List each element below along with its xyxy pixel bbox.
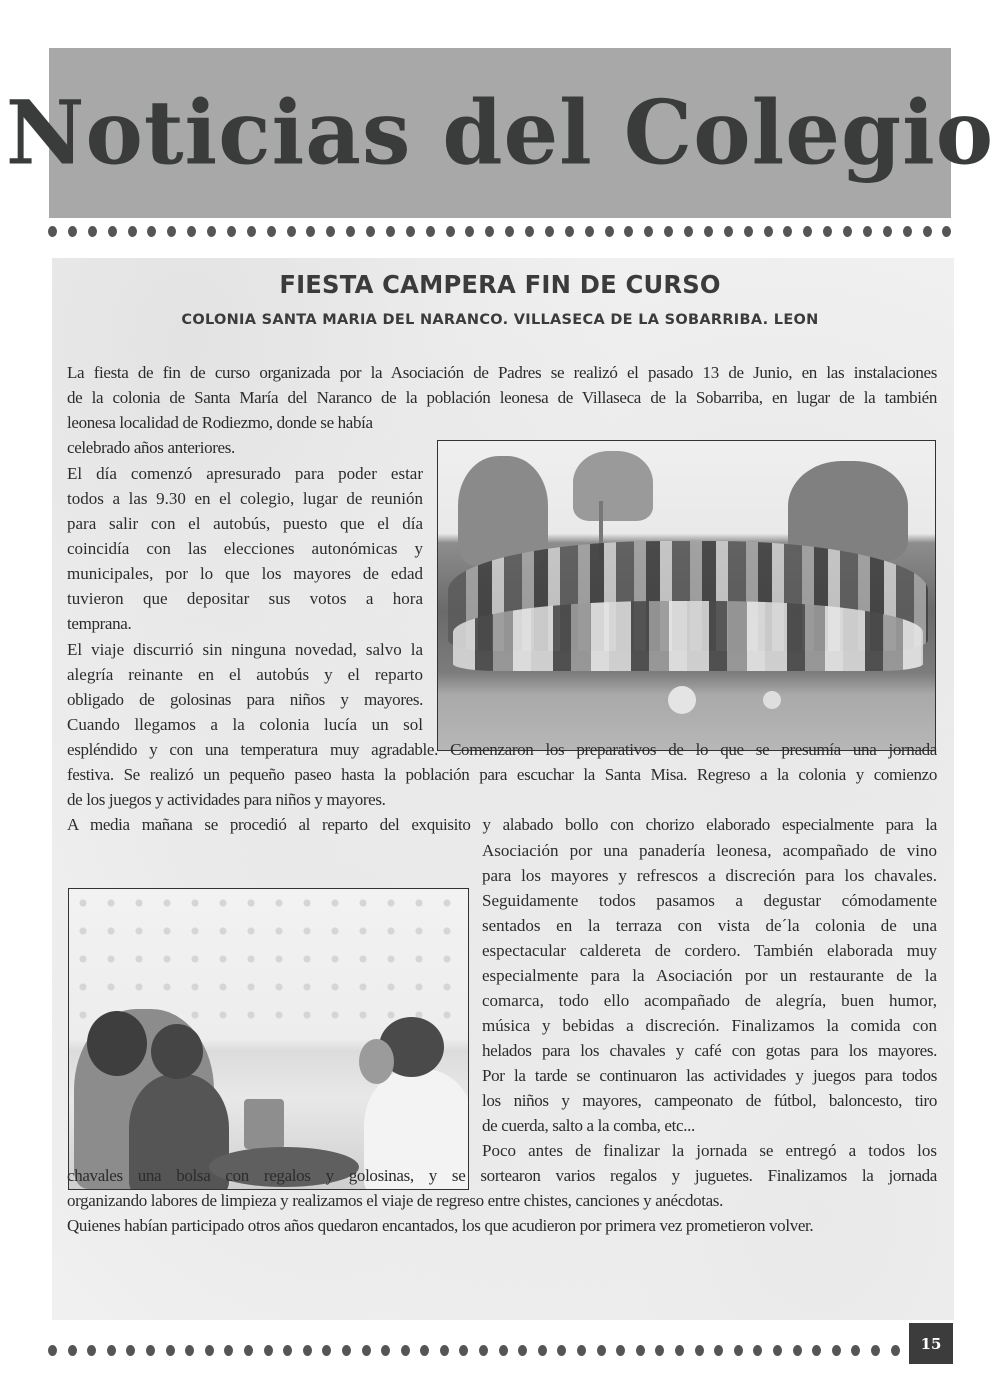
- article-text-line: festiva. Se realizó un pequeño paseo hasta la población para escuchar la Santa Misa. Regreso a la colonia y comienzo: [67, 765, 937, 784]
- dot-ornament: [597, 1345, 606, 1356]
- dot-ornament: [675, 1345, 684, 1356]
- dot-ornament: [499, 1345, 508, 1356]
- dot-ornament: [126, 1345, 135, 1356]
- article-text-line: de la colonia de Santa María del Naranco de la población leonesa de Villaseca de la Sobarriba, en lugar de la también: [67, 388, 937, 407]
- dot-ornament: [207, 226, 216, 237]
- dot-ornament: [68, 1345, 77, 1356]
- dot-ornament: [386, 226, 395, 237]
- dot-ornament: [322, 1345, 331, 1356]
- dot-ornament: [306, 226, 315, 237]
- article-text-line: sentados en la terraza con vista de´la colonia de una: [482, 916, 937, 935]
- dot-ornament: [724, 226, 733, 237]
- article-text-line: El viaje discurrió sin ninguna novedad, salvo la: [67, 640, 423, 659]
- dot-ornament: [644, 226, 653, 237]
- dot-ornament: [577, 1345, 586, 1356]
- dot-ornament: [695, 1345, 704, 1356]
- article-text-line: leonesa localidad de Rodiezmo, donde se había: [67, 413, 373, 432]
- dot-ornament: [287, 226, 296, 237]
- dot-ornament: [744, 226, 753, 237]
- dot-ornament: [185, 1345, 194, 1356]
- section-title: Noticias del Colegio: [5, 81, 995, 185]
- dot-ornament: [518, 1345, 527, 1356]
- article-text-line: Asociación por una panadería leonesa, acompañado de vino: [482, 841, 937, 860]
- dotted-divider-top: [48, 225, 952, 237]
- dot-ornament: [48, 1345, 57, 1356]
- dot-ornament: [205, 1345, 214, 1356]
- dot-ornament: [406, 226, 415, 237]
- article-title: FIESTA CAMPERA FIN DE CURSO: [279, 270, 721, 299]
- dot-ornament: [843, 226, 852, 237]
- dot-ornament: [851, 1345, 860, 1356]
- dot-ornament: [655, 1345, 664, 1356]
- article-text-line: Por la tarde se continuaron las actividades y juegos para todos: [482, 1066, 937, 1085]
- dot-ornament: [426, 226, 435, 237]
- dot-ornament: [812, 1345, 821, 1356]
- dot-ornament: [303, 1345, 312, 1356]
- dot-ornament: [773, 1345, 782, 1356]
- dot-ornament: [863, 226, 872, 237]
- dot-ornament: [420, 1345, 429, 1356]
- header-banner: [5, 48, 995, 218]
- article-text-line: espectacular caldereta de cordero. También elaborada muy: [482, 941, 937, 960]
- article-text-line: Cuando llegamos a la colonia lucía un sol: [67, 715, 423, 734]
- dot-ornament: [401, 1345, 410, 1356]
- article-text-line: alegría reinante en el autobús y el reparto: [67, 665, 423, 684]
- dot-ornament: [565, 226, 574, 237]
- dot-ornament: [714, 1345, 723, 1356]
- dot-ornament: [326, 226, 335, 237]
- article-text-line: para los mayores y refrescos a discreción para los chavales.: [482, 866, 937, 885]
- article-text-line: de cuerda, salto a la comba, etc...: [482, 1116, 695, 1135]
- article-text-line: todos a las 9.30 en el colegio, lugar de reunión: [67, 489, 423, 508]
- dot-ornament: [346, 226, 355, 237]
- article-text-line: comarca, todo ello acompañado de alegría, buen humor,: [482, 991, 937, 1010]
- dot-ornament: [764, 226, 773, 237]
- article-subtitle: COLONIA SANTA MARIA DEL NARANCO. VILLASECA DE LA SOBARRIBA. LEON: [181, 312, 819, 328]
- article-text-line: música y bebidas a discreción. Finalizamos la comida con: [482, 1016, 937, 1035]
- article-text-line: para salir con el autobús, puesto que el día: [67, 514, 423, 533]
- article-text-line: helados para los chavales y café con gotas para los mayores.: [482, 1041, 937, 1060]
- dot-ornament: [224, 1345, 233, 1356]
- article-text-line: Quienes habían participado otros años quedaron encantados, los que acudieron por primera vez prometieron volver.: [67, 1216, 814, 1235]
- dot-ornament: [167, 226, 176, 237]
- dot-ornament: [267, 226, 276, 237]
- dot-ornament: [244, 1345, 253, 1356]
- dot-ornament: [624, 226, 633, 237]
- dot-ornament: [605, 226, 614, 237]
- dot-ornament: [883, 226, 892, 237]
- dot-ornament: [538, 1345, 547, 1356]
- dot-ornament: [87, 1345, 96, 1356]
- dot-ornament: [871, 1345, 880, 1356]
- dot-ornament: [247, 226, 256, 237]
- dot-ornament: [545, 226, 554, 237]
- article-text-line: obligado de golosinas para niños y mayores.: [67, 690, 423, 709]
- article-text-line: especialmente para la Asociación por un restaurante de la: [482, 966, 937, 985]
- dot-ornament: [832, 1345, 841, 1356]
- dot-ornament: [227, 226, 236, 237]
- dot-ornament: [783, 226, 792, 237]
- dot-ornament: [107, 1345, 116, 1356]
- article-text-line: temprana.: [67, 614, 132, 633]
- article-text-line: municipales, por lo que los mayores de edad: [67, 564, 423, 583]
- dot-ornament: [664, 226, 673, 237]
- article-text-line: chavales una bolsa con regalos y golosinas, y se sortearon varios regalos y juguetes. Finalizamos la jornada: [67, 1166, 937, 1185]
- dot-ornament: [485, 226, 494, 237]
- dot-ornament: [479, 1345, 488, 1356]
- article-text-line: A media mañana se procedió al reparto del exquisito y alabado bollo con chorizo elaborado especialmente para la: [67, 815, 937, 834]
- article-text-line: los niños y mayores, campeonato de fútbol, baloncesto, tiro: [482, 1091, 937, 1110]
- dot-ornament: [465, 226, 474, 237]
- dot-ornament: [803, 226, 812, 237]
- article-text-line: tuvieron que depositar sus votos a hora: [67, 589, 423, 608]
- dot-ornament: [440, 1345, 449, 1356]
- dot-ornament: [166, 1345, 175, 1356]
- dot-ornament: [381, 1345, 390, 1356]
- dot-ornament: [283, 1345, 292, 1356]
- dot-ornament: [585, 226, 594, 237]
- article-text-line: El día comenzó apresurado para poder estar: [67, 464, 423, 483]
- dot-ornament: [48, 226, 57, 237]
- dot-ornament: [616, 1345, 625, 1356]
- dot-ornament: [734, 1345, 743, 1356]
- dotted-divider-bottom: [48, 1344, 900, 1356]
- card-game-photo: [68, 888, 469, 1190]
- dot-ornament: [108, 226, 117, 237]
- article-text-line: celebrado años anteriores.: [67, 438, 235, 457]
- dot-ornament: [903, 226, 912, 237]
- dot-ornament: [146, 1345, 155, 1356]
- dot-ornament: [684, 226, 693, 237]
- dot-ornament: [942, 226, 951, 237]
- article-text-line: Poco antes de finalizar la jornada se entregó a todos los: [482, 1141, 937, 1160]
- dot-ornament: [147, 226, 156, 237]
- dot-ornament: [557, 1345, 566, 1356]
- dot-ornament: [366, 226, 375, 237]
- dot-ornament: [459, 1345, 468, 1356]
- dot-ornament: [823, 226, 832, 237]
- dot-ornament: [264, 1345, 273, 1356]
- dot-ornament: [362, 1345, 371, 1356]
- dot-ornament: [704, 226, 713, 237]
- page-number: 15: [909, 1323, 953, 1364]
- dot-ornament: [342, 1345, 351, 1356]
- dot-ornament: [923, 226, 932, 237]
- article-text-line: de los juegos y actividades para niños y mayores.: [67, 790, 386, 809]
- dot-ornament: [68, 226, 77, 237]
- article-text-line: organizando labores de limpieza y realizamos el viaje de regreso entre chistes, canciones y anécdotas.: [67, 1191, 723, 1210]
- dot-ornament: [891, 1345, 900, 1356]
- dot-ornament: [446, 226, 455, 237]
- dot-ornament: [525, 226, 534, 237]
- article-text-line: La fiesta de fin de curso organizada por la Asociación de Padres se realizó el pasado 13 de Junio, en las instalaciones: [67, 363, 937, 382]
- dot-ornament: [793, 1345, 802, 1356]
- group-photo: [437, 440, 936, 751]
- dot-ornament: [187, 226, 196, 237]
- article-text-line: coincidía con las elecciones autonómicas y: [67, 539, 423, 558]
- dot-ornament: [88, 226, 97, 237]
- article-text-line: espléndido y con una temperatura muy agradable. Comenzaron los preparativos de lo que se presumía una jornada: [67, 740, 937, 759]
- article-text-line: Seguidamente todos pasamos a degustar cómodamente: [482, 891, 937, 910]
- dot-ornament: [505, 226, 514, 237]
- dot-ornament: [753, 1345, 762, 1356]
- dot-ornament: [128, 226, 137, 237]
- dot-ornament: [636, 1345, 645, 1356]
